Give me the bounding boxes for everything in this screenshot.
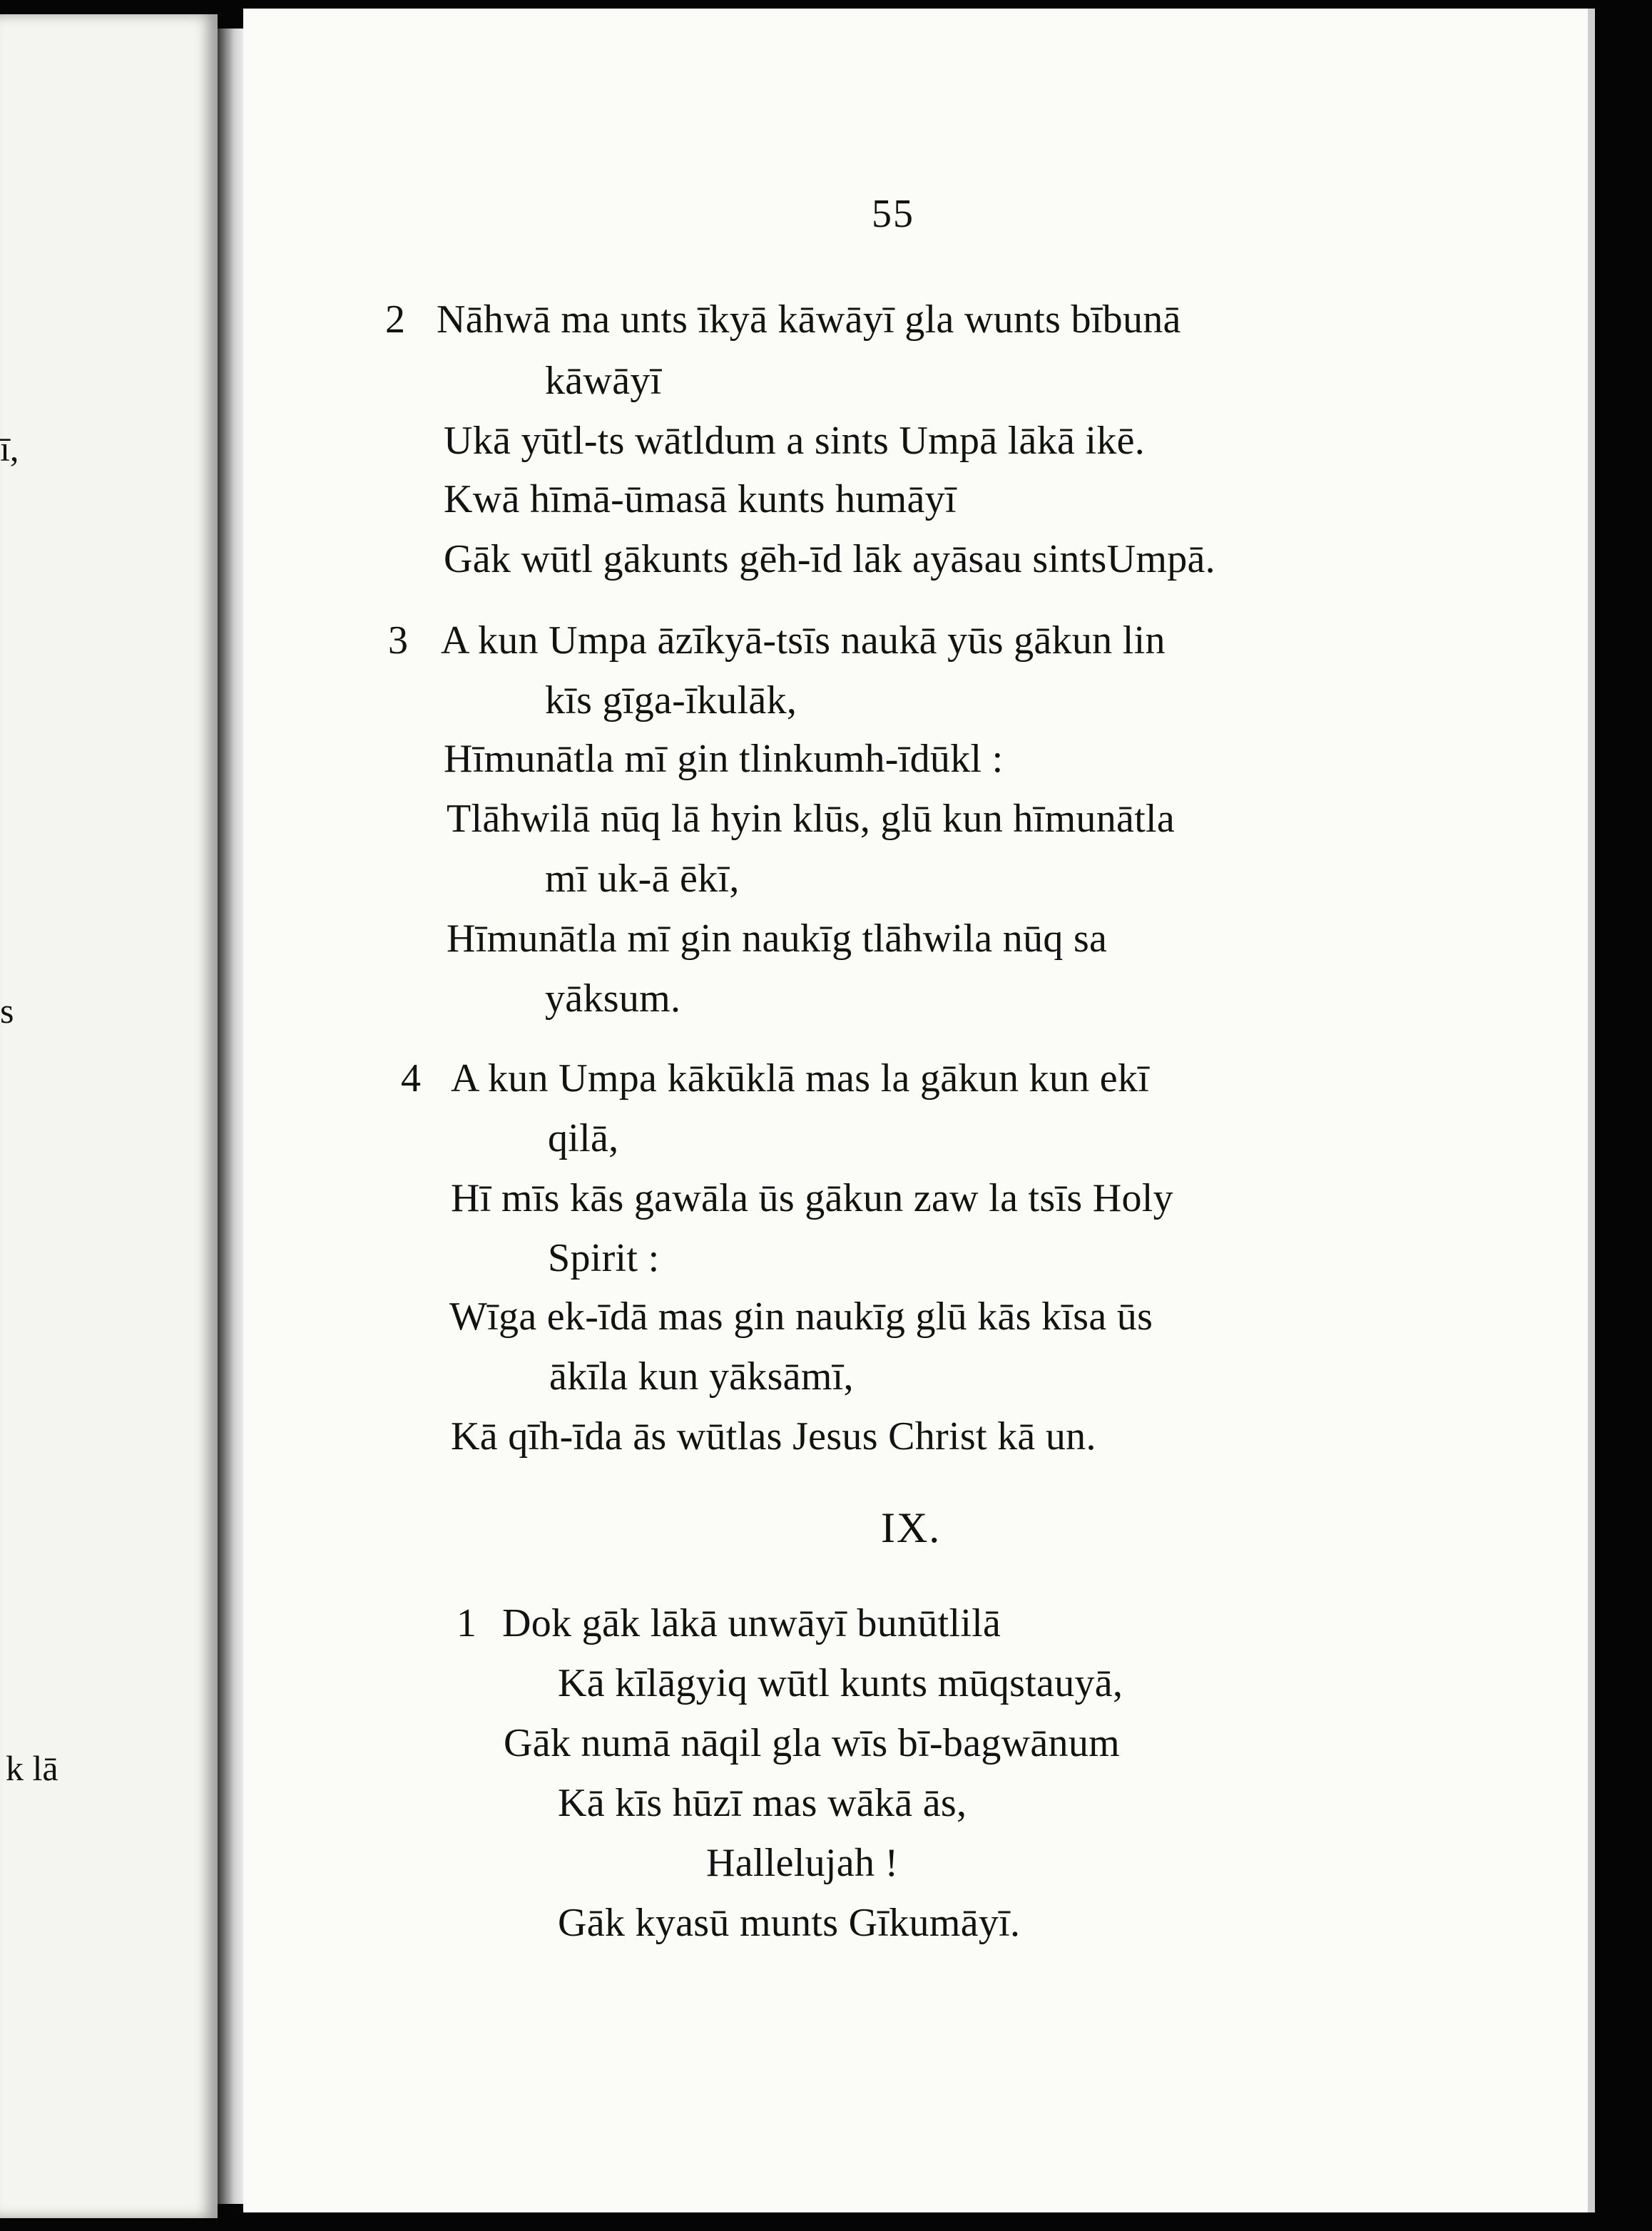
verse-number: 3 bbox=[388, 618, 408, 663]
hymn-line: Hallelujah ! bbox=[706, 1841, 899, 1885]
verse-line: mī uk-ā ēkī, bbox=[545, 857, 740, 901]
left-page-fragment: ī, bbox=[0, 429, 19, 469]
verse-number: 4 bbox=[401, 1056, 421, 1101]
verse-line: A kun Umpa āzīkyā-tsīs naukā yūs gākun lin bbox=[441, 618, 1166, 663]
book-gutter bbox=[218, 29, 243, 2204]
verse-line: Hī mīs kās gawāla ūs gākun zaw la tsīs Holy bbox=[451, 1176, 1173, 1220]
verse-line: Ukā yūtl-ts wātldum a sints Umpā lākā ikē. bbox=[444, 419, 1146, 463]
left-facing-page bbox=[0, 14, 218, 2218]
verse-line: Gāk wūtl gākunts gēh-īd lāk ayāsau sintsUmpā. bbox=[444, 537, 1215, 581]
hymn-line: Kā kīs hūzī mas wākā ās, bbox=[558, 1781, 967, 1825]
verse-number: 2 bbox=[385, 297, 405, 342]
hymn-line: Gāk kyasū munts Gīkumāyī. bbox=[558, 1901, 1021, 1945]
verse-line: qilā, bbox=[548, 1116, 619, 1160]
hymn-line: Dok gāk lākā unwāyī bunūtlilā bbox=[502, 1601, 1001, 1645]
left-page-fragment: k lā bbox=[6, 1748, 58, 1788]
verse-line: Tlāhwilā nūq lā hyin klūs, glū kun hīmunātla bbox=[447, 797, 1176, 841]
hymn-verse-number: 1 bbox=[457, 1601, 476, 1645]
verse-line: A kun Umpa kākūklā mas la gākun kun ekī bbox=[451, 1056, 1150, 1101]
verse-line: Hīmunātla mī gin tlinkumh-īdūkl : bbox=[444, 737, 1004, 781]
hymn-line: Gāk numā nāqil gla wīs bī-bagwānum bbox=[504, 1721, 1121, 1765]
verse-line: Kwā hīmā-ūmasā kunts humāyī bbox=[444, 477, 957, 521]
left-page-fragment: s bbox=[0, 991, 14, 1031]
verse-line: kāwāyī bbox=[545, 359, 662, 403]
verse-line: Spirit : bbox=[548, 1236, 660, 1280]
verse-line: kīs gīga-īkulāk, bbox=[545, 678, 797, 723]
verse-line: Kā qīh-īda ās wūtlas Jesus Christ kā un. bbox=[451, 1414, 1096, 1459]
verse-line: Hīmunātla mī gin naukīg tlāhwila nūq sa bbox=[447, 917, 1108, 961]
verse-line: ākīla kun yāksāmī, bbox=[549, 1354, 854, 1399]
hymn-line: Kā kīlāgyiq wūtl kunts mūqstauyā, bbox=[558, 1661, 1123, 1705]
verse-line: yāksum. bbox=[545, 976, 681, 1021]
section-heading: IX. bbox=[881, 1504, 942, 1551]
page-edge bbox=[1588, 9, 1595, 2212]
verse-line: Nāhwā ma unts īkyā kāwāyī gla wunts bībunā bbox=[437, 297, 1181, 342]
verse-line: Wīga ek-īdā mas gin naukīg glū kās kīsa ūs bbox=[449, 1295, 1153, 1339]
page-number: 55 bbox=[872, 192, 914, 236]
